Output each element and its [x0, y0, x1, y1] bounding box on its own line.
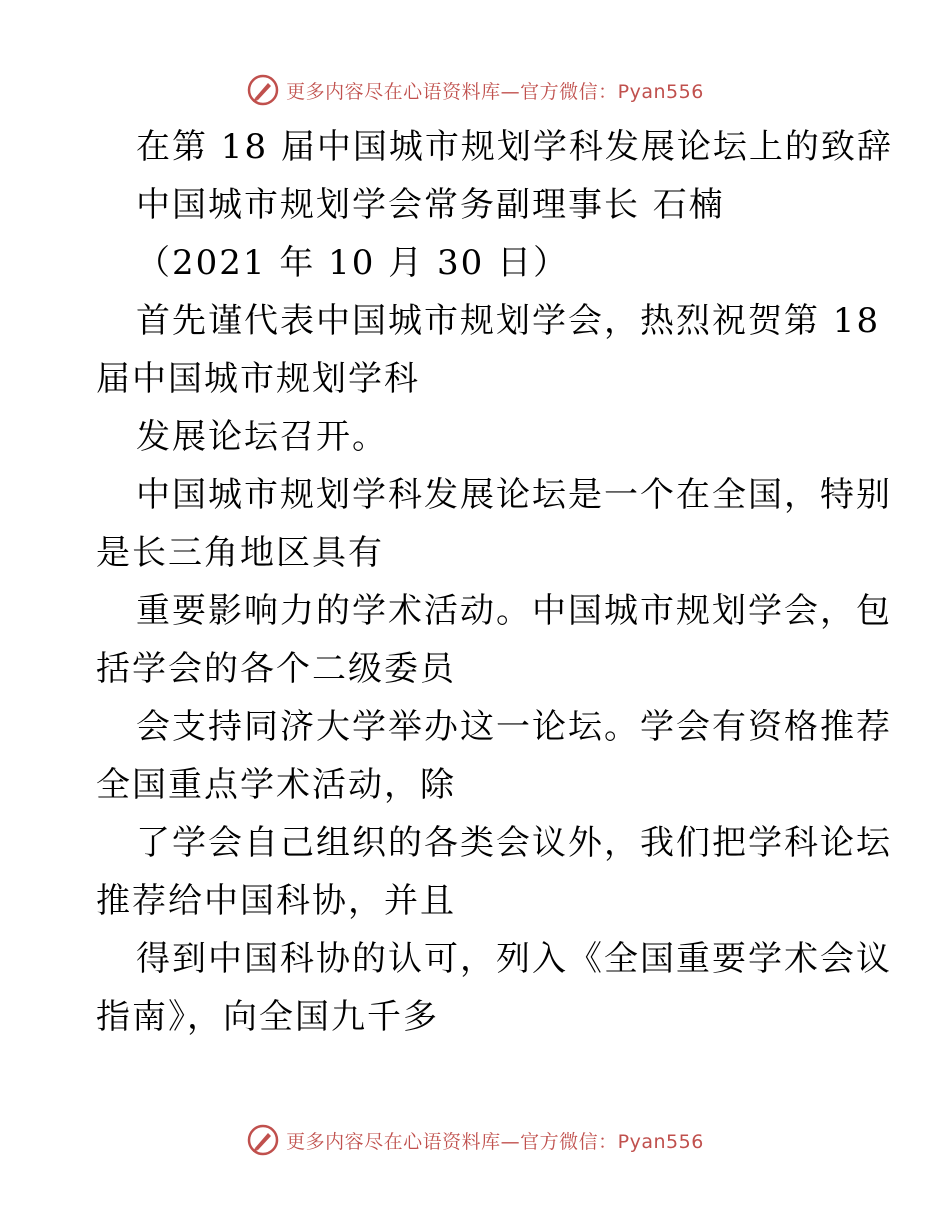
- text-line: 中国城市规划学科发展论坛是一个在全国，特别: [136, 475, 892, 515]
- document-body: [96, 118, 893, 1046]
- text-line: 全国重点学术活动，除: [96, 765, 456, 805]
- text-line: 是长三角地区具有: [96, 533, 384, 573]
- pen-logo-icon: [246, 1123, 280, 1157]
- watermark-text: 更多内容尽在心语资料库—官方微信：Pyan556: [286, 1130, 704, 1153]
- text-line: 推荐给中国科协，并且: [96, 881, 456, 921]
- text-line: 中国城市规划学会常务副理事长 石楠: [136, 185, 725, 225]
- text-line: 括学会的各个二级委员: [96, 649, 456, 689]
- footer-watermark: [0, 1120, 950, 1160]
- text-line: 首先谨代表中国城市规划学会，热烈祝贺第 18: [136, 301, 881, 341]
- text-line: 会支持同济大学举办这一论坛。学会有资格推荐: [136, 707, 892, 747]
- text-line: 发展论坛召开。: [136, 417, 388, 457]
- text-line: 指南》，向全国九千多: [96, 997, 439, 1037]
- text-line: 届中国城市规划学科: [96, 359, 420, 399]
- text-line: 重要影响力的学术活动。中国城市规划学会，包: [136, 591, 892, 631]
- watermark-text: 更多内容尽在心语资料库—官方微信：Pyan556: [286, 80, 704, 103]
- text-line: （2021 年 10 月 30 日）: [136, 243, 570, 283]
- text-line: 在第 18 届中国城市规划学科发展论坛上的致辞: [136, 127, 893, 167]
- text-line: 了学会自己组织的各类会议外，我们把学科论坛: [136, 823, 892, 863]
- text-line: 得到中国科协的认可，列入《全国重要学术会议: [136, 939, 892, 979]
- header-watermark: [0, 70, 950, 110]
- pen-logo-icon: [246, 73, 280, 107]
